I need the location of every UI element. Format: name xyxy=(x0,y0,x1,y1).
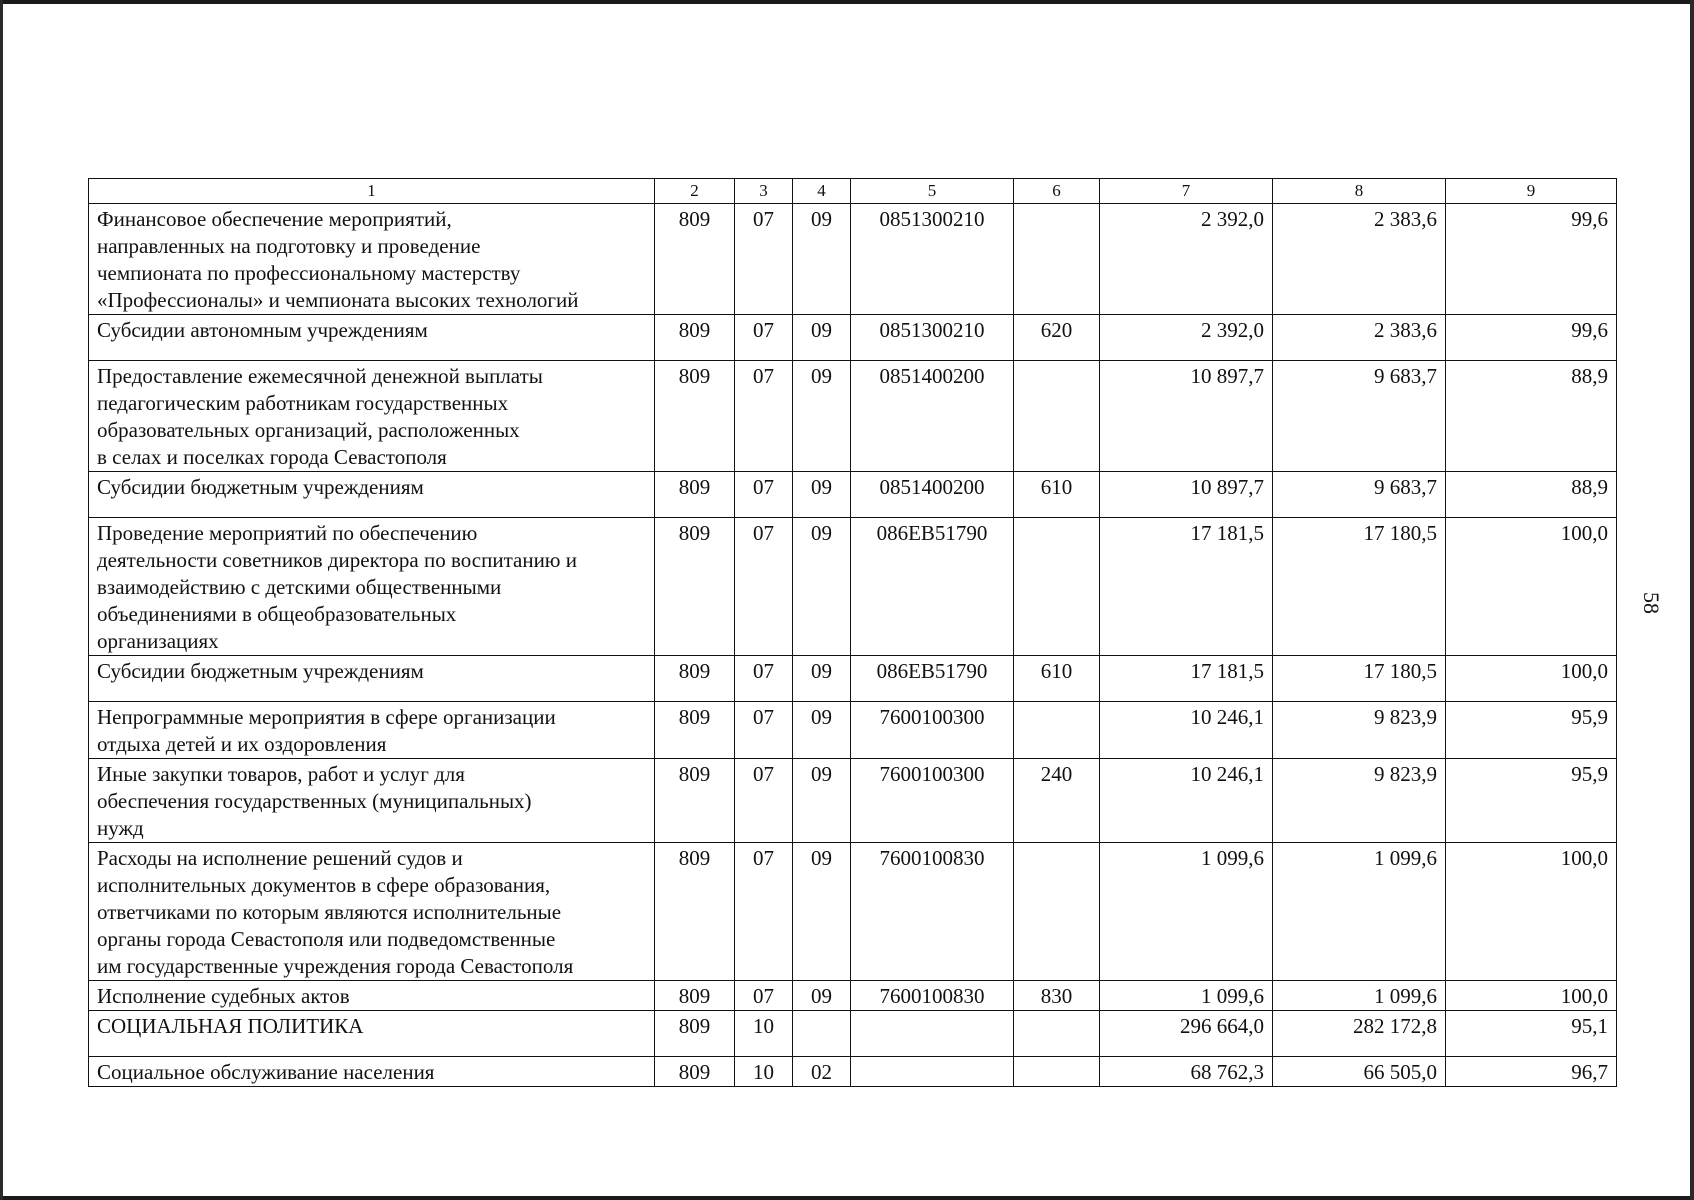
subsection-cell: 02 xyxy=(793,1057,851,1087)
executed-amount-cell: 17 180,5 xyxy=(1273,518,1446,656)
gov-code-cell: 809 xyxy=(655,518,735,656)
planned-amount-cell: 296 664,0 xyxy=(1100,1011,1273,1057)
expense-type-cell: 610 xyxy=(1014,656,1100,702)
subsection-cell: 09 xyxy=(793,315,851,361)
table-row xyxy=(89,518,1617,656)
row-name-line: направленных на подготовку и проведение xyxy=(97,234,481,258)
execution-percent-cell: 95,1 xyxy=(1446,1011,1617,1057)
execution-percent-cell: 95,9 xyxy=(1446,759,1617,843)
table-body xyxy=(89,204,1617,1087)
budget-table xyxy=(88,178,1617,1087)
subsection-cell: 09 xyxy=(793,759,851,843)
expense-type-cell xyxy=(1014,843,1100,981)
execution-percent-cell: 88,9 xyxy=(1446,361,1617,472)
row-name-line: Исполнение судебных актов xyxy=(97,984,350,1008)
row-name-cell xyxy=(89,656,655,702)
expense-type-cell: 620 xyxy=(1014,315,1100,361)
executed-amount-cell: 1 099,6 xyxy=(1273,843,1446,981)
target-article-cell: 086EB51790 xyxy=(851,518,1014,656)
row-name-cell xyxy=(89,518,655,656)
target-article-cell: 7600100830 xyxy=(851,843,1014,981)
table-row xyxy=(89,656,1617,702)
row-name-cell xyxy=(89,981,655,1011)
gov-code-cell: 809 xyxy=(655,361,735,472)
scan-edge-top xyxy=(0,0,1694,4)
section-cell: 07 xyxy=(735,702,793,759)
planned-amount-cell: 2 392,0 xyxy=(1100,315,1273,361)
table-row xyxy=(89,1011,1617,1057)
row-name-line: в селах и поселках города Севастополя xyxy=(97,445,447,469)
subsection-cell xyxy=(793,1011,851,1057)
table-row xyxy=(89,1057,1617,1087)
section-cell: 07 xyxy=(735,361,793,472)
executed-amount-cell: 66 505,0 xyxy=(1273,1057,1446,1087)
section-cell: 07 xyxy=(735,472,793,518)
header-col-4: 4 xyxy=(793,179,851,204)
expense-type-cell: 830 xyxy=(1014,981,1100,1011)
row-name-line: чемпионата по профессиональному мастерству xyxy=(97,261,521,285)
execution-percent-cell: 96,7 xyxy=(1446,1057,1617,1087)
expense-type-cell xyxy=(1014,204,1100,315)
table-row xyxy=(89,843,1617,981)
row-name-line: Субсидии бюджетным учреждениям xyxy=(97,475,424,499)
gov-code-cell: 809 xyxy=(655,843,735,981)
execution-percent-cell: 88,9 xyxy=(1446,472,1617,518)
subsection-cell: 09 xyxy=(793,843,851,981)
header-row xyxy=(89,179,1617,204)
execution-percent-cell: 99,6 xyxy=(1446,315,1617,361)
executed-amount-cell: 2 383,6 xyxy=(1273,315,1446,361)
expense-type-cell xyxy=(1014,518,1100,656)
row-name-line: организациях xyxy=(97,629,219,653)
executed-amount-cell: 9 683,7 xyxy=(1273,361,1446,472)
row-name-line: Предоставление ежемесячной денежной выплаты xyxy=(97,364,543,388)
row-name-line: педагогическим работникам государственных xyxy=(97,391,509,415)
header-col-8: 8 xyxy=(1273,179,1446,204)
planned-amount-cell: 10 897,7 xyxy=(1100,472,1273,518)
header-col-5: 5 xyxy=(851,179,1014,204)
target-article-cell: 0851300210 xyxy=(851,315,1014,361)
row-name-cell xyxy=(89,472,655,518)
header-col-3: 3 xyxy=(735,179,793,204)
section-cell: 07 xyxy=(735,843,793,981)
header-col-7: 7 xyxy=(1100,179,1273,204)
row-name-cell xyxy=(89,315,655,361)
row-name-cell xyxy=(89,759,655,843)
row-name-cell xyxy=(89,1011,655,1057)
row-name-line: Социальное обслуживание населения xyxy=(97,1060,435,1084)
section-cell: 10 xyxy=(735,1057,793,1087)
row-name-line: «Профессионалы» и чемпионата высоких технологий xyxy=(97,288,579,312)
row-name-line: СОЦИАЛЬНАЯ ПОЛИТИКА xyxy=(97,1014,364,1038)
table-row xyxy=(89,315,1617,361)
gov-code-cell: 809 xyxy=(655,1011,735,1057)
target-article-cell: 7600100830 xyxy=(851,981,1014,1011)
section-cell: 07 xyxy=(735,315,793,361)
section-cell: 07 xyxy=(735,981,793,1011)
gov-code-cell: 809 xyxy=(655,472,735,518)
gov-code-cell: 809 xyxy=(655,981,735,1011)
row-name-line: Расходы на исполнение решений судов и xyxy=(97,846,463,870)
executed-amount-cell: 282 172,8 xyxy=(1273,1011,1446,1057)
target-article-cell xyxy=(851,1057,1014,1087)
row-name-line: ответчиками по которым являются исполнительные xyxy=(97,900,562,924)
table-row xyxy=(89,702,1617,759)
row-name-line: объединениями в общеобразовательных xyxy=(97,602,457,626)
subsection-cell: 09 xyxy=(793,518,851,656)
execution-percent-cell: 100,0 xyxy=(1446,843,1617,981)
planned-amount-cell: 17 181,5 xyxy=(1100,518,1273,656)
executed-amount-cell: 17 180,5 xyxy=(1273,656,1446,702)
row-name-line: образовательных организаций, расположенных xyxy=(97,418,520,442)
header-col-2: 2 xyxy=(655,179,735,204)
subsection-cell: 09 xyxy=(793,361,851,472)
section-cell: 07 xyxy=(735,656,793,702)
expense-type-cell xyxy=(1014,702,1100,759)
target-article-cell: 7600100300 xyxy=(851,702,1014,759)
expense-type-cell xyxy=(1014,1011,1100,1057)
section-cell: 07 xyxy=(735,204,793,315)
scan-edge-left xyxy=(0,0,3,1200)
row-name-line: исполнительных документов в сфере образования, xyxy=(97,873,551,897)
execution-percent-cell: 99,6 xyxy=(1446,204,1617,315)
target-article-cell: 0851400200 xyxy=(851,361,1014,472)
subsection-cell: 09 xyxy=(793,702,851,759)
expense-type-cell xyxy=(1014,1057,1100,1087)
planned-amount-cell: 68 762,3 xyxy=(1100,1057,1273,1087)
executed-amount-cell: 9 683,7 xyxy=(1273,472,1446,518)
execution-percent-cell: 100,0 xyxy=(1446,981,1617,1011)
row-name-cell xyxy=(89,702,655,759)
section-cell: 10 xyxy=(735,1011,793,1057)
expense-type-cell: 610 xyxy=(1014,472,1100,518)
execution-percent-cell: 100,0 xyxy=(1446,518,1617,656)
planned-amount-cell: 2 392,0 xyxy=(1100,204,1273,315)
gov-code-cell: 809 xyxy=(655,702,735,759)
row-name-line: деятельности советников директора по воспитанию и xyxy=(97,548,577,572)
page-number: 58 xyxy=(1639,592,1664,614)
table-row xyxy=(89,204,1617,315)
row-name-cell xyxy=(89,843,655,981)
target-article-cell: 0851400200 xyxy=(851,472,1014,518)
table-row xyxy=(89,361,1617,472)
row-name-line: органы города Севастополя или подведомственные xyxy=(97,927,556,951)
header-col-6: 6 xyxy=(1014,179,1100,204)
target-article-cell xyxy=(851,1011,1014,1057)
subsection-cell: 09 xyxy=(793,981,851,1011)
header-col-9: 9 xyxy=(1446,179,1617,204)
gov-code-cell: 809 xyxy=(655,759,735,843)
executed-amount-cell: 9 823,9 xyxy=(1273,702,1446,759)
table-row xyxy=(89,759,1617,843)
section-cell: 07 xyxy=(735,759,793,843)
planned-amount-cell: 1 099,6 xyxy=(1100,981,1273,1011)
executed-amount-cell: 9 823,9 xyxy=(1273,759,1446,843)
planned-amount-cell: 17 181,5 xyxy=(1100,656,1273,702)
gov-code-cell: 809 xyxy=(655,315,735,361)
header-col-1: 1 xyxy=(89,179,655,204)
execution-percent-cell: 100,0 xyxy=(1446,656,1617,702)
scan-edge-right xyxy=(1690,0,1694,1200)
row-name-line: Иные закупки товаров, работ и услуг для xyxy=(97,762,465,786)
row-name-line: Непрограммные мероприятия в сфере организации xyxy=(97,705,556,729)
row-name-cell xyxy=(89,1057,655,1087)
row-name-line: Финансовое обеспечение мероприятий, xyxy=(97,207,452,231)
row-name-cell xyxy=(89,204,655,315)
subsection-cell: 09 xyxy=(793,472,851,518)
subsection-cell: 09 xyxy=(793,656,851,702)
expense-type-cell xyxy=(1014,361,1100,472)
row-name-line: им государственные учреждения города Севастополя xyxy=(97,954,574,978)
row-name-line: Субсидии автономным учреждениям xyxy=(97,318,428,342)
executed-amount-cell: 1 099,6 xyxy=(1273,981,1446,1011)
row-name-line: обеспечения государственных (муниципальных) xyxy=(97,789,532,813)
row-name-line: Проведение мероприятий по обеспечению xyxy=(97,521,478,545)
row-name-cell xyxy=(89,361,655,472)
planned-amount-cell: 10 246,1 xyxy=(1100,759,1273,843)
row-name-line: нужд xyxy=(97,816,144,840)
planned-amount-cell: 10 246,1 xyxy=(1100,702,1273,759)
planned-amount-cell: 10 897,7 xyxy=(1100,361,1273,472)
expense-type-cell: 240 xyxy=(1014,759,1100,843)
execution-percent-cell: 95,9 xyxy=(1446,702,1617,759)
gov-code-cell: 809 xyxy=(655,656,735,702)
row-name-line: взаимодействию с детскими общественными xyxy=(97,575,502,599)
table-row xyxy=(89,981,1617,1011)
row-name-line: Субсидии бюджетным учреждениям xyxy=(97,659,424,683)
gov-code-cell: 809 xyxy=(655,204,735,315)
scan-edge-bottom xyxy=(0,1196,1694,1200)
subsection-cell: 09 xyxy=(793,204,851,315)
target-article-cell: 7600100300 xyxy=(851,759,1014,843)
section-cell: 07 xyxy=(735,518,793,656)
gov-code-cell: 809 xyxy=(655,1057,735,1087)
target-article-cell: 086EB51790 xyxy=(851,656,1014,702)
planned-amount-cell: 1 099,6 xyxy=(1100,843,1273,981)
target-article-cell: 0851300210 xyxy=(851,204,1014,315)
table-row xyxy=(89,472,1617,518)
row-name-line: отдыха детей и их оздоровления xyxy=(97,732,387,756)
executed-amount-cell: 2 383,6 xyxy=(1273,204,1446,315)
